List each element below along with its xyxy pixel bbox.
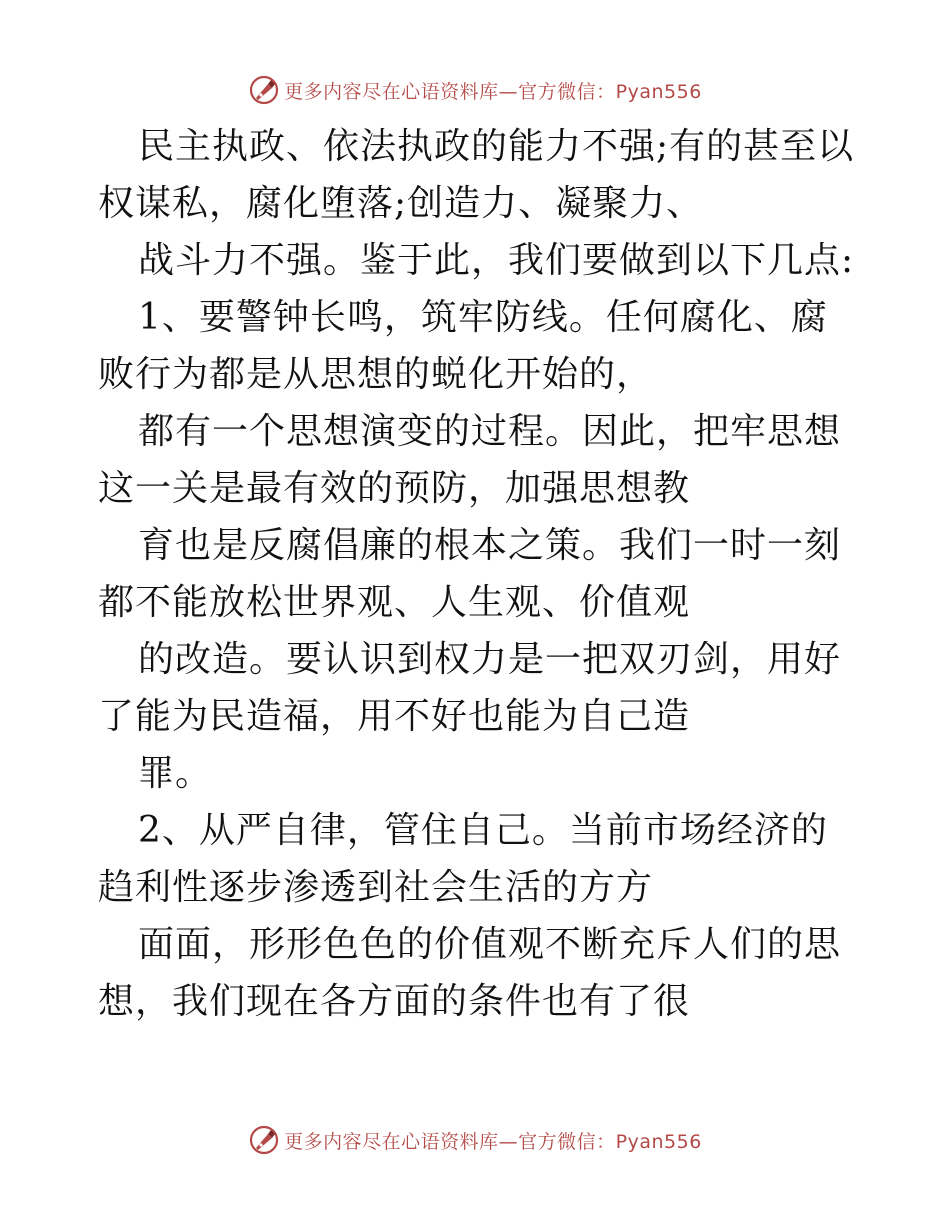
header-watermark-text: 更多内容尽在心语资料库—官方微信：Pyan556 bbox=[284, 80, 702, 103]
paragraph: 民主执政、依法执政的能力不强;有的甚至以权谋私，腐化堕落;创造力、凝聚力、 bbox=[98, 126, 855, 224]
paragraph: 育也是反腐倡廉的根本之策。我们一时一刻都不能放松世界观、人生观、价值观 bbox=[98, 525, 842, 623]
paragraph: 战斗力不强。鉴于此，我们要做到以下几点: bbox=[138, 240, 855, 281]
paragraph: 都有一个思想演变的过程。因此，把牢思想这一关是最有效的预防，加强思想教 bbox=[98, 411, 842, 509]
paragraph: 2、从严自律，管住自己。当前市场经济的趋利性逐步渗透到社会生活的方方 bbox=[98, 810, 828, 908]
pen-nib-logo-icon bbox=[248, 74, 280, 106]
footer-watermark bbox=[0, 1120, 950, 1160]
paragraph: 的改造。要认识到权力是一把双刃剑，用好了能为民造福，用不好也能为自己造 bbox=[98, 639, 842, 737]
footer-watermark-text: 更多内容尽在心语资料库—官方微信：Pyan556 bbox=[284, 1130, 702, 1153]
document-body bbox=[98, 118, 858, 1030]
paragraph: 面面，形形色色的价值观不断充斥人们的思想，我们现在各方面的条件也有了很 bbox=[98, 924, 842, 1022]
header-watermark bbox=[0, 70, 950, 110]
paragraph: 1、要警钟长鸣，筑牢防线。任何腐化、腐败行为都是从思想的蜕化开始的， bbox=[98, 297, 828, 395]
pen-nib-logo-icon bbox=[248, 1124, 280, 1156]
paragraph: 罪。 bbox=[138, 753, 213, 794]
